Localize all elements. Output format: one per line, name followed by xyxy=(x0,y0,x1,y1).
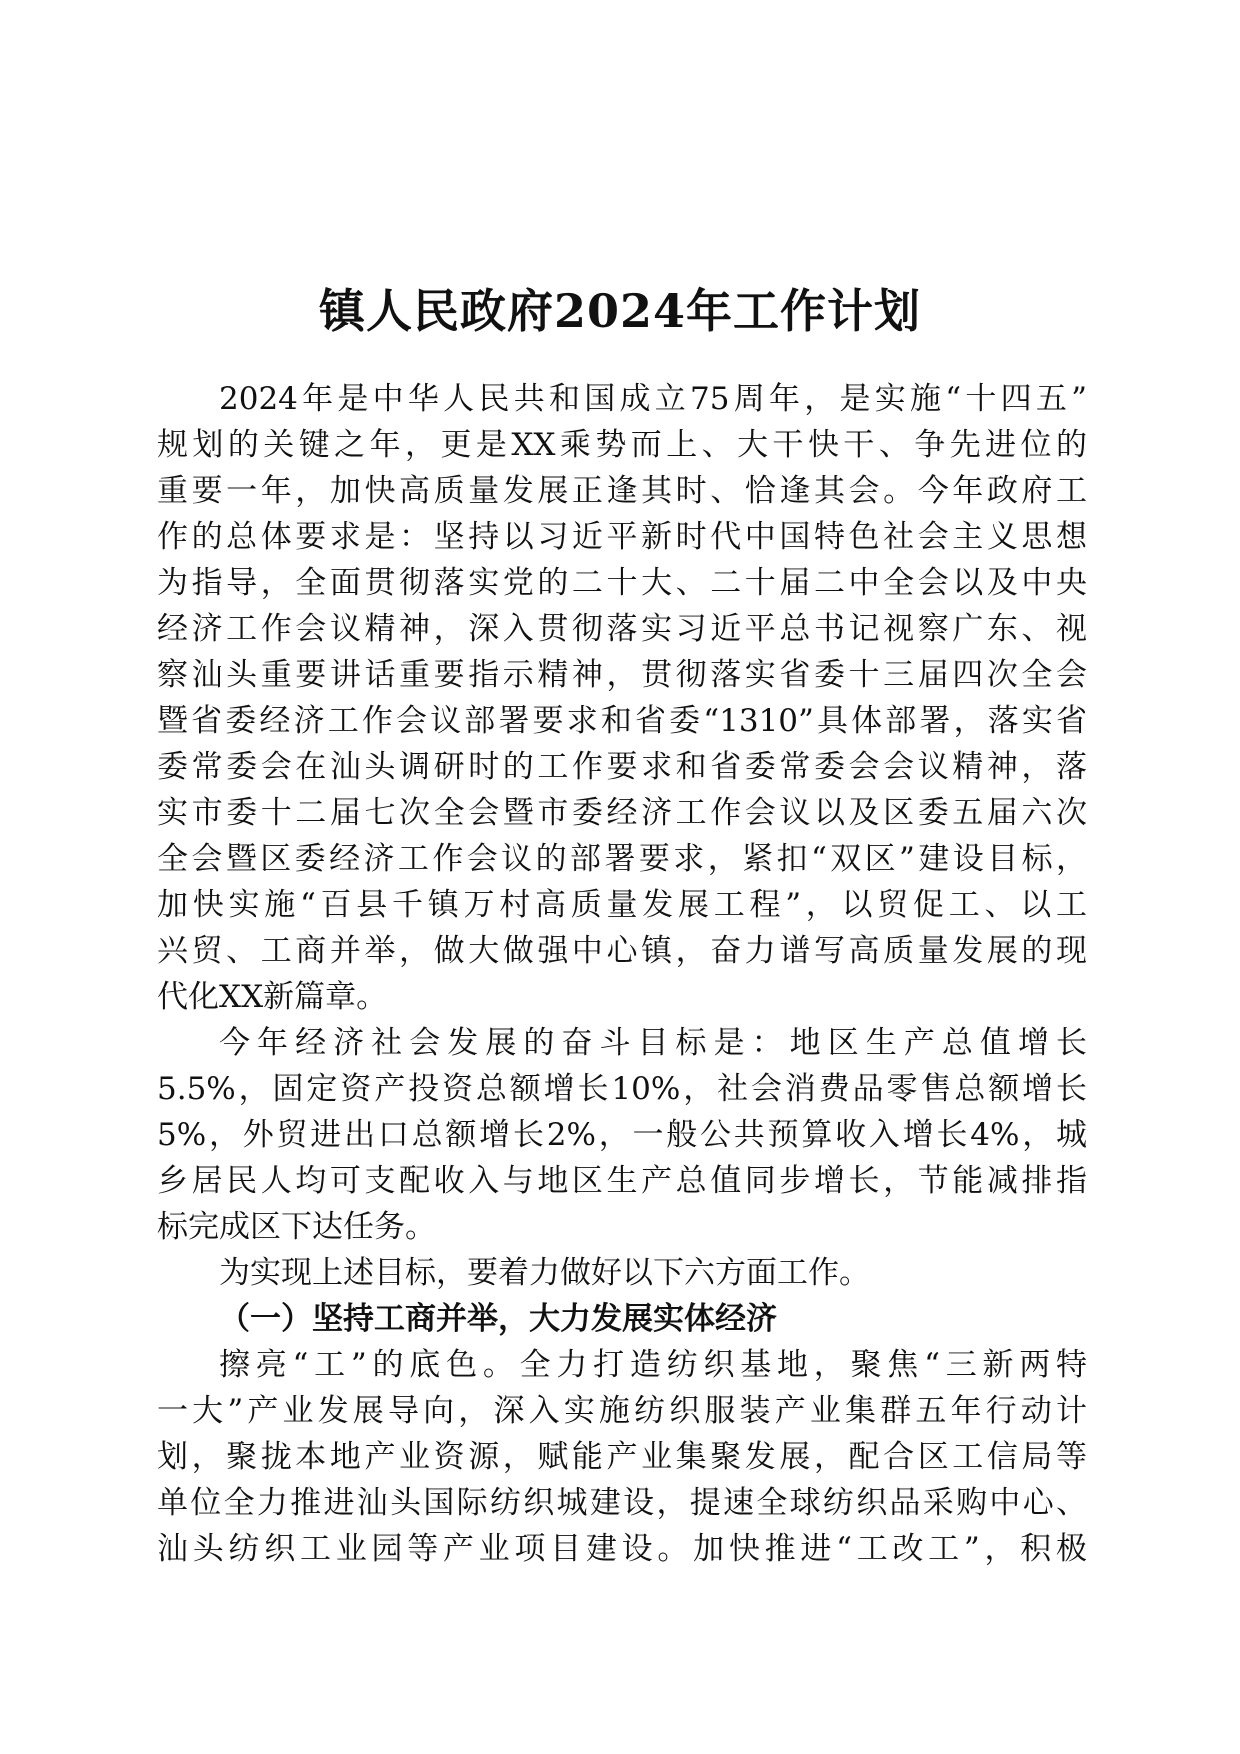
paragraph xyxy=(157,1250,1087,1296)
paragraph-line: 5.5%，固定资产投资总额增长10%，社会消费品零售总额增长 xyxy=(157,1071,1087,1107)
paragraph-line: 一大”产业发展导向，深入实施纺织服装产业集群五年行动计 xyxy=(157,1393,1087,1429)
paragraph-line: 汕头纺织工业园等产业项目建设。加快推进“工改工”，积极 xyxy=(157,1531,1087,1567)
paragraph-line: 单位全力推进汕头国际纺织城建设，提速全球纺织品采购中心、 xyxy=(157,1485,1087,1521)
paragraph-line: 经济工作会议精神，深入贯彻落实习近平总书记视察广东、视 xyxy=(157,611,1087,647)
paragraph-line: 加快实施“百县千镇万村高质量发展工程”，以贸促工、以工 xyxy=(157,887,1087,923)
paragraph-line: 察汕头重要讲话重要指示精神，贯彻落实省委十三届四次全会 xyxy=(157,657,1087,693)
section-heading xyxy=(157,1296,1087,1342)
paragraph-line: 兴贸、工商并举，做大做强中心镇，奋力谱写高质量发展的现 xyxy=(157,933,1087,969)
paragraph xyxy=(157,1020,1087,1250)
paragraph-line: 擦亮“工”的底色。全力打造纺织基地，聚焦“三新两特 xyxy=(219,1347,1087,1383)
paragraph-line: 作的总体要求是：坚持以习近平新时代中国特色社会主义思想 xyxy=(157,519,1087,555)
paragraph-line: 划，聚拢本地产业资源，赋能产业集聚发展，配合区工信局等 xyxy=(157,1439,1087,1475)
paragraph-line: 委常委会在汕头调研时的工作要求和省委常委会会议精神，落 xyxy=(157,749,1087,785)
paragraph-line: 暨省委经济工作会议部署要求和省委“1310”具体部署，落实省 xyxy=(157,703,1087,739)
paragraph-line: 乡居民人均可支配收入与地区生产总值同步增长，节能减排指 xyxy=(157,1163,1087,1199)
paragraph-line: 规划的关键之年，更是XX乘势而上、大干快干、争先进位的 xyxy=(157,427,1087,463)
paragraph-line: 为实现上述目标，要着力做好以下六方面工作。 xyxy=(219,1255,870,1291)
paragraph-line: 今年经济社会发展的奋斗目标是：地区生产总值增长 xyxy=(219,1025,1087,1061)
paragraph-line: 重要一年，加快高质量发展正逢其时、恰逢其会。今年政府工 xyxy=(157,473,1087,509)
paragraph-line: 标完成区下达任务。 xyxy=(157,1209,436,1245)
document-body xyxy=(157,376,1087,1572)
paragraph-line: 实市委十二届七次全会暨市委经济工作会议以及区委五届六次 xyxy=(157,795,1087,831)
paragraph-line: 代化XX新篇章。 xyxy=(157,979,388,1015)
paragraph-line: 2024年是中华人民共和国成立75周年，是实施“十四五” xyxy=(219,381,1087,417)
document-title: 镇人民政府2024年工作计划 xyxy=(318,283,922,338)
paragraph xyxy=(157,1342,1087,1572)
paragraph-line: 5%，外贸进出口总额增长2%，一般公共预算收入增长4%，城 xyxy=(157,1117,1087,1153)
paragraph-line: 全会暨区委经济工作会议的部署要求，紧扣“双区”建设目标， xyxy=(157,841,1087,877)
paragraph xyxy=(157,376,1087,1020)
paragraph-line: （一）坚持工商并举，大力发展实体经济 xyxy=(219,1301,777,1337)
paragraph-line: 为指导，全面贯彻落实党的二十大、二十届二中全会以及中央 xyxy=(157,565,1087,601)
